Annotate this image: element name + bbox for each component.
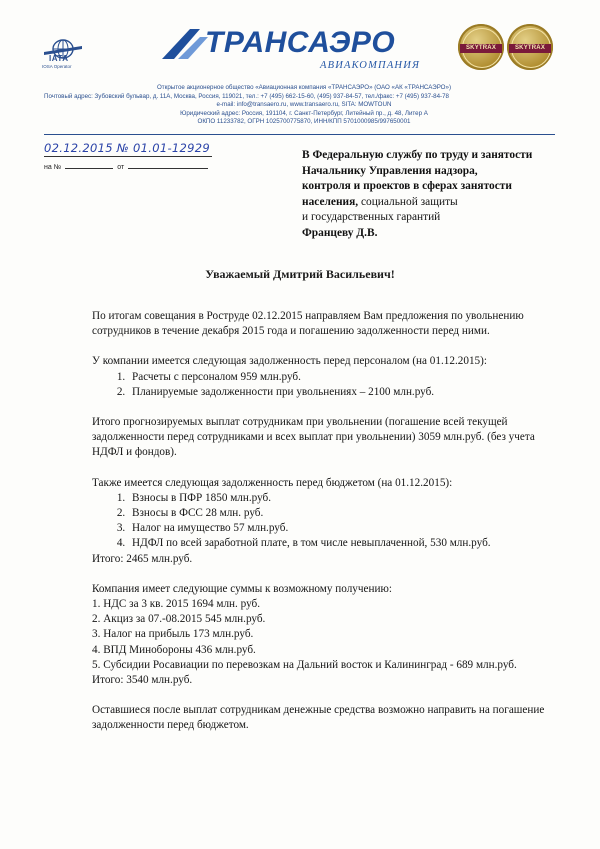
outgoing-number-handwritten: 02.12.2015 № 01.01-12929 bbox=[44, 141, 210, 155]
incoming-date-blank bbox=[128, 168, 208, 169]
iosa-operator-label: IOSA Operator bbox=[42, 64, 72, 69]
addressee-line: В Федеральную службу по труду и занятости bbox=[302, 149, 533, 161]
receivables-list bbox=[92, 597, 562, 673]
brand-subtitle: АВИАКОМПАНИЯ bbox=[320, 60, 421, 71]
list-item: 2. Взносы в ФСС 28 млн. руб. bbox=[128, 506, 562, 521]
addressee-name: Францеву Д.В. bbox=[302, 226, 378, 239]
addressee-line: контроля и проектов в сферах занятости bbox=[302, 180, 512, 193]
staff-debt-list bbox=[92, 370, 562, 400]
list-item: 4. НДФЛ по всей заработной плате, в том числе невыплаченной, 530 млн.руб. bbox=[128, 536, 562, 551]
salutation: Уважаемый Дмитрий Васильевич! bbox=[205, 267, 395, 281]
award-label: SKYTRAX bbox=[509, 44, 551, 53]
budget-total: Итого: 2465 млн.руб. bbox=[92, 552, 193, 565]
list-item: 3. Налог на имущество 57 млн.руб. bbox=[128, 521, 562, 536]
letterhead-divider bbox=[44, 134, 555, 135]
list-item: 2. Планируемые задолженности при увольнениях – 2100 млн.руб. bbox=[128, 385, 562, 400]
incoming-number-blank bbox=[65, 168, 113, 169]
receivables-heading: Компания имеет следующие суммы к возможному получению: bbox=[92, 582, 392, 595]
company-legal-name: Открытое акционерное общество «Авиационная компания «ТРАНСАЭРО» (ОАО «АК «ТРАНСАЭРО») bbox=[156, 84, 452, 91]
intro-paragraph: По итогам совещания в Роструде 02.12.2015 направляем Вам предложения по увольнению сотрудников в течение декабря 2015 года и погашению задолженности перед ними. bbox=[92, 310, 524, 338]
addressee-line: Начальнику Управления надзора, bbox=[302, 164, 478, 177]
letter-body bbox=[92, 309, 562, 734]
list-item: 1. Расчеты с персоналом 959 млн.руб. bbox=[128, 370, 562, 385]
brand-name: ТРАНСАЭРО bbox=[205, 26, 396, 59]
list-item: 4. ВПД Минобороны 436 млн.руб. bbox=[92, 643, 256, 656]
award-label: SKYTRAX bbox=[460, 44, 502, 53]
company-registration-codes: ОКПО 11233782, ОГРН 1025700775870, ИНН/КПП 5701000985/997650001 bbox=[197, 118, 411, 126]
list-item: 3. Налог на прибыль 173 млн.руб. bbox=[92, 628, 254, 641]
company-contacts: e-mail: info@transaero.ru, www.transaero.ru, SITA: MOWTOUN bbox=[216, 101, 392, 109]
closing-paragraph: Оставшиеся после выплат сотрудникам денежные средства возможно направить на погашение задолженности перед бюджетом. bbox=[92, 704, 545, 732]
list-item: 2. Акциз за 07.-08.2015 545 млн.руб. bbox=[92, 613, 266, 626]
list-item: 5. Субсидии Росавиации по перевозкам на Дальний восток и Калининград - 689 млн.руб. bbox=[92, 658, 517, 671]
budget-debt-heading: Также имеется следующая задолженность перед бюджетом (на 01.12.2015): bbox=[92, 476, 453, 489]
list-item: 1. НДС за 3 кв. 2015 1694 млн. руб. bbox=[92, 598, 261, 611]
outgoing-number-line bbox=[44, 156, 212, 157]
incoming-number-label: на № bbox=[44, 164, 62, 171]
skytrax-award-badge-icon bbox=[507, 24, 553, 70]
iata-logo-text: IATA bbox=[49, 54, 69, 63]
incoming-reference-row bbox=[44, 164, 212, 171]
receivables-total: Итого: 3540 млн.руб. bbox=[92, 674, 193, 687]
transaero-wing-icon bbox=[160, 27, 210, 66]
budget-debt-list bbox=[92, 491, 562, 552]
incoming-date-label: от bbox=[117, 164, 125, 171]
addressee-line: социальной защиты bbox=[358, 195, 458, 208]
staff-debt-heading: У компании имеется следующая задолженность перед персоналом (на 01.12.2015): bbox=[92, 355, 487, 368]
skytrax-award-badge-icon bbox=[458, 24, 504, 70]
list-item: 1. Взносы в ПФР 1850 млн.руб. bbox=[128, 491, 562, 506]
addressee-line: населения, bbox=[302, 195, 359, 208]
company-info bbox=[44, 84, 564, 127]
forecast-paragraph: Итого прогнозируемых выплат сотрудникам при увольнении (погашение всей текущей задолженности перед сотрудниками и всех выплат при увольнении) 3059 млн.руб. (без учета НДФЛ и фондов). bbox=[92, 416, 535, 459]
company-postal-address: Почтовый адрес: Зубовский бульвар, д. 11А, Москва, Россия, 119021, тел.: +7 (495) 662-15-60, (495) 937-84-57, тел./факс: +7 (495) 937-84-78 bbox=[44, 92, 449, 100]
company-legal-address: Юридический адрес: Россия, 191104, г. Санкт-Петербург, Литейный пр., д. 48, Литер А bbox=[180, 109, 428, 117]
addressee-block bbox=[302, 148, 582, 242]
addressee-line: и государственных гарантий bbox=[302, 211, 441, 224]
